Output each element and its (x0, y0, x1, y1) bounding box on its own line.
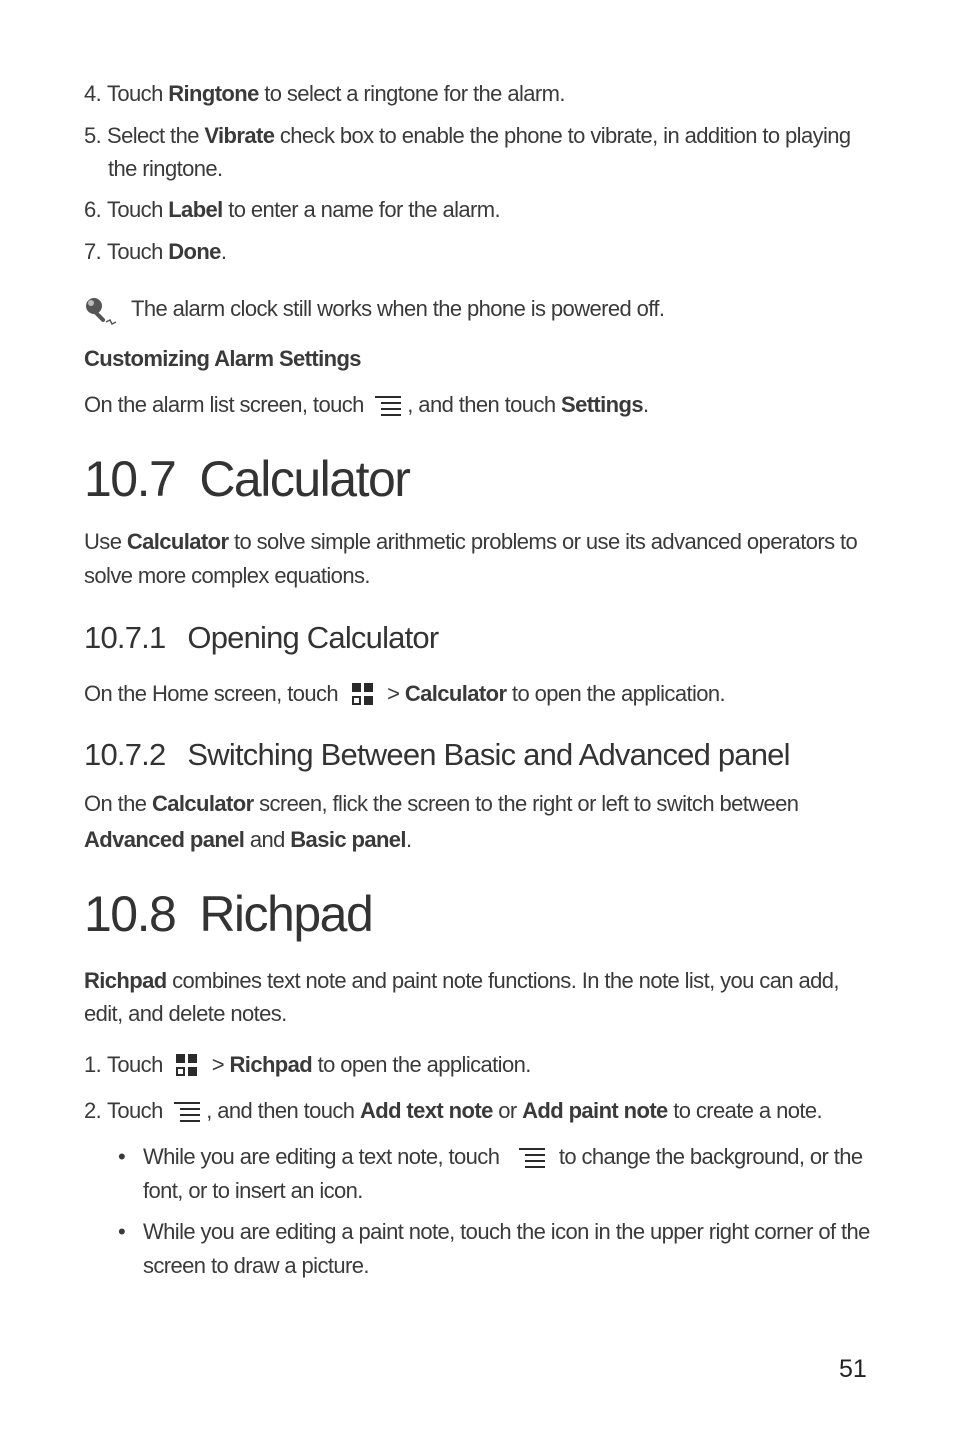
subsection-opening-calculator-title: 10.7.1 Opening Calculator (84, 620, 439, 655)
note-text: The alarm clock still works when the phone is powered off. (131, 296, 665, 321)
bullet-marker: • (118, 1144, 126, 1169)
page-number: 51 (839, 1355, 867, 1383)
menu-icon (174, 1101, 200, 1123)
note-tip-icon (84, 296, 118, 330)
bullet-paint-note: While you are editing a paint note, touch the icon in the upper right corner of the (143, 1219, 870, 1244)
bullet-marker: • (118, 1219, 126, 1244)
calculator-intro-line2: solve more complex equations. (84, 563, 370, 588)
step-5: 5. Select the Vibrate check box to enable the phone to vibrate, in addition to playing (84, 123, 851, 148)
bullet-text-note-continuation: font, or to insert an icon. (143, 1178, 363, 1203)
opening-calculator-text: On the Home screen, touch > Calculator to open the application. (84, 681, 726, 706)
bullet-text-note: While you are editing a text note, touch to change the background, or the (143, 1144, 863, 1169)
section-richpad-title: 10.8 Richpad (84, 886, 373, 942)
calculator-intro-line1: Use Calculator to solve simple arithmetic problems or use its advanced operators to (84, 529, 858, 554)
apps-icon (350, 683, 376, 707)
apps-icon (174, 1054, 200, 1078)
subsection-switching-panel-title: 10.7.2 Switching Between Basic and Advanced panel (84, 737, 790, 772)
step-7: 7. Touch Done. (84, 239, 227, 264)
step-5-continuation: the ringtone. (108, 156, 223, 181)
switching-text-line1: On the Calculator screen, flick the screen to the right or left to switch between (84, 791, 799, 816)
menu-icon (519, 1147, 545, 1169)
step-4: 4. Touch Ringtone to select a ringtone for the alarm. (84, 81, 565, 106)
switching-text-line2: Advanced panel and Basic panel. (84, 827, 412, 852)
section-calculator-title: 10.7 Calculator (84, 451, 410, 507)
menu-icon (375, 395, 401, 417)
richpad-intro-line2: edit, and delete notes. (84, 1001, 287, 1026)
bullet-paint-note-continuation: screen to draw a picture. (143, 1253, 369, 1278)
richpad-step-2: 2. Touch , and then touch Add text note or Add paint note to create a note. (84, 1098, 823, 1123)
richpad-step-1: 1. Touch > Richpad to open the application. (84, 1052, 531, 1077)
step-6: 6. Touch Label to enter a name for the alarm. (84, 197, 501, 222)
richpad-intro-line1: Richpad combines text note and paint note functions. In the note list, you can add, (84, 968, 839, 993)
customizing-heading: Customizing Alarm Settings (84, 346, 361, 371)
customizing-text: On the alarm list screen, touch , and then touch Settings. (84, 392, 649, 417)
